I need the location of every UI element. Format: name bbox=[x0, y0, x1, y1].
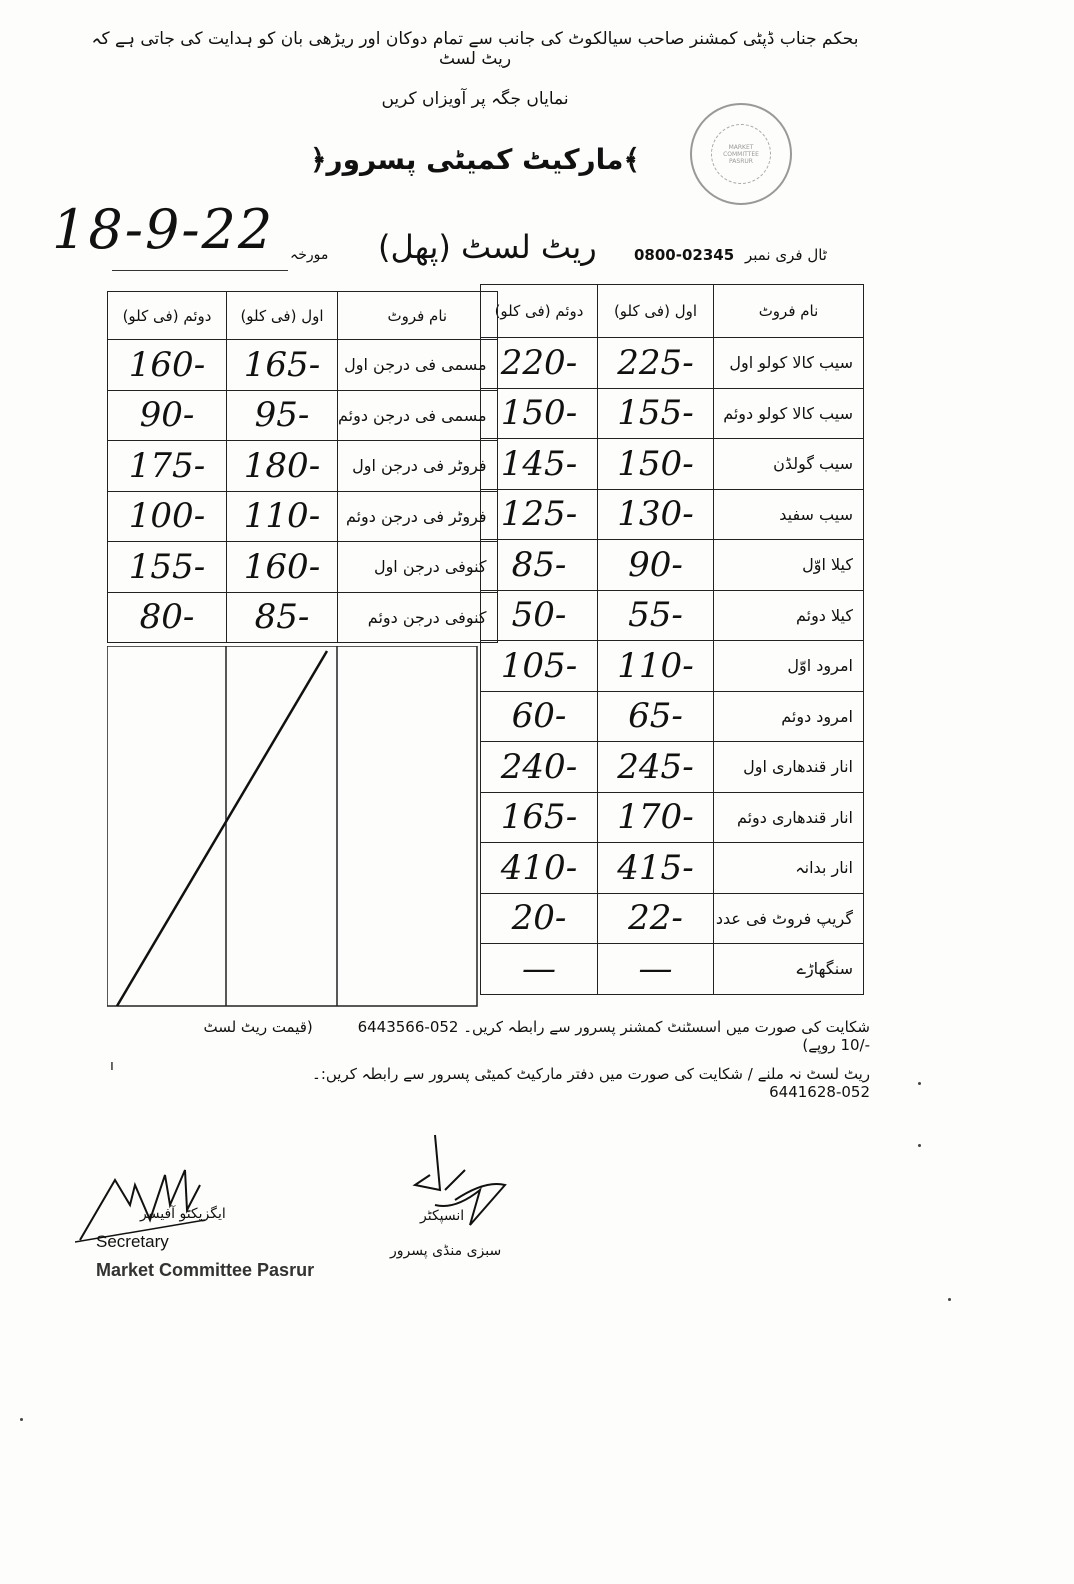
price-first: 160- bbox=[227, 542, 338, 593]
rate-table-left bbox=[107, 291, 498, 643]
price-second: 125- bbox=[481, 489, 598, 540]
table-row bbox=[481, 338, 864, 389]
handwritten-date: 18-9-22 bbox=[52, 198, 275, 261]
price-second: 165- bbox=[481, 792, 598, 843]
col-header-name: نام فروٹ bbox=[338, 292, 498, 340]
toll-free-label: ٹال فری نمبر bbox=[744, 246, 827, 264]
price-first: 110- bbox=[598, 641, 714, 692]
fruit-name: امرود دوئم bbox=[714, 691, 864, 742]
price-second: 240- bbox=[481, 742, 598, 793]
stamp-text: MARKET COMMITTEE PASRUR bbox=[723, 143, 759, 165]
price-second: 155- bbox=[108, 542, 227, 593]
rate-table-right bbox=[480, 284, 864, 995]
price-second: 145- bbox=[481, 439, 598, 490]
col-header-second: دوئم (فی کلو) bbox=[108, 292, 227, 340]
price-first: 245- bbox=[598, 742, 714, 793]
price-first: 90- bbox=[598, 540, 714, 591]
speck bbox=[918, 1082, 921, 1085]
fruit-name: مسمی فی درجن اول bbox=[338, 340, 498, 391]
vegetable-market-label: سبزی منڈی پسرور bbox=[390, 1243, 502, 1259]
header-line-2: نمایاں جگہ پر آویزاں کریں bbox=[381, 89, 569, 109]
table-row bbox=[481, 691, 864, 742]
table-row bbox=[108, 340, 498, 391]
table-row bbox=[481, 388, 864, 439]
price-second: 105- bbox=[481, 641, 598, 692]
empty-block-border bbox=[107, 646, 477, 1006]
table-row bbox=[481, 439, 864, 490]
table-row bbox=[481, 641, 864, 692]
price-first: 110- bbox=[227, 491, 338, 542]
speck bbox=[948, 1298, 951, 1301]
date-underline bbox=[112, 270, 288, 271]
executive-officer-label: ایگزیکٹو آفیسر bbox=[140, 1206, 226, 1222]
fruit-name: انار قندھاری اول bbox=[714, 742, 864, 793]
speck bbox=[20, 1418, 23, 1421]
table-row bbox=[108, 390, 498, 441]
cross-out-slash bbox=[107, 646, 482, 1011]
fruit-name: سیب گولڈن bbox=[714, 439, 864, 490]
fruit-name: سنگھاڑے bbox=[714, 944, 864, 995]
price-first: 180- bbox=[227, 441, 338, 492]
price-first: 170- bbox=[598, 792, 714, 843]
table-row bbox=[108, 542, 498, 593]
fruit-name: گریپ فروٹ فی عدد bbox=[714, 893, 864, 944]
price-second: 60- bbox=[481, 691, 598, 742]
header-line-1: بحکم جناب ڈپٹی کمشنر صاحب سیالکوٹ کی جانب سے تمام دوکان اور ریڑھی بان کو ہدایت کی جاتی ہے کہ ریٹ لسٹ bbox=[91, 29, 859, 69]
price-second: 80- bbox=[108, 592, 227, 643]
fruit-name: سیب کالا کولو دوئم bbox=[714, 388, 864, 439]
handwritten-slash bbox=[117, 651, 327, 1006]
price-second: 160- bbox=[108, 340, 227, 391]
date-label: مورخہ bbox=[290, 247, 329, 263]
price-first: 65- bbox=[598, 691, 714, 742]
col-header-name: نام فروٹ bbox=[714, 285, 864, 338]
price-second: 100- bbox=[108, 491, 227, 542]
fruit-name: کنوفی درجن اول bbox=[338, 542, 498, 593]
fruit-name: کنوفی درجن دوئم bbox=[338, 592, 498, 643]
rate-list-title: ریٹ لسٹ (پھل) bbox=[378, 228, 597, 266]
price-second: — bbox=[481, 944, 598, 995]
complaint-1-text: شکایت کی صورت میں اسسٹنٹ کمشنر پسرور سے رابطہ کریں۔ 052-6443566 bbox=[357, 1018, 870, 1036]
table-row bbox=[481, 590, 864, 641]
toll-free-number: 0800-02345 bbox=[634, 246, 735, 264]
fruit-name: کیلا اوّل bbox=[714, 540, 864, 591]
speck bbox=[918, 1144, 921, 1147]
price-first: 415- bbox=[598, 843, 714, 894]
price-second: 150- bbox=[481, 388, 598, 439]
col-header-second: دوئم (فی کلو) bbox=[481, 285, 598, 338]
margin-mark: ı bbox=[110, 1058, 114, 1074]
market-committee-label: Market Committee Pasrur bbox=[96, 1260, 315, 1280]
price-note: (قیمت ریٹ لسٹ -/10 روپے) bbox=[203, 1018, 870, 1054]
stamp-inner bbox=[711, 124, 771, 184]
price-second: 20- bbox=[481, 893, 598, 944]
fruit-name: انار قندھاری دوئم bbox=[714, 792, 864, 843]
price-second: 90- bbox=[108, 390, 227, 441]
fruit-name: فروٹر فی درجن دوئم bbox=[338, 491, 498, 542]
complaint-contact-1 bbox=[170, 1018, 870, 1054]
table-row bbox=[481, 742, 864, 793]
table-row bbox=[108, 441, 498, 492]
fruit-name: مسمی فی درجن دوئم bbox=[338, 390, 498, 441]
price-first: 55- bbox=[598, 590, 714, 641]
price-first: — bbox=[598, 944, 714, 995]
table-row bbox=[481, 489, 864, 540]
table-row bbox=[481, 540, 864, 591]
table-row bbox=[481, 843, 864, 894]
price-first: 22- bbox=[598, 893, 714, 944]
price-second: 175- bbox=[108, 441, 227, 492]
fruit-name: فروٹر فی درجن اول bbox=[338, 441, 498, 492]
col-header-first: اول (فی کلو) bbox=[227, 292, 338, 340]
official-stamp bbox=[690, 103, 792, 205]
table-row bbox=[481, 792, 864, 843]
price-second: 85- bbox=[481, 540, 598, 591]
complaint-contact-2: ریٹ لسٹ نہ ملنے / شکایت کی صورت میں دفتر مارکیٹ کمیٹی پسرور سے رابطہ کریں:۔ 052-6441628 bbox=[312, 1065, 870, 1101]
price-second: 410- bbox=[481, 843, 598, 894]
price-first: 165- bbox=[227, 340, 338, 391]
price-first: 85- bbox=[227, 592, 338, 643]
price-second: 50- bbox=[481, 590, 598, 641]
document-title: ﴾مارکیٹ کمیٹی پسرور﴿ bbox=[310, 143, 640, 176]
price-second: 220- bbox=[481, 338, 598, 389]
price-first: 95- bbox=[227, 390, 338, 441]
fruit-name: سیب کالا کولو اول bbox=[714, 338, 864, 389]
col-header-first: اول (فی کلو) bbox=[598, 285, 714, 338]
fruit-name: کیلا دوئم bbox=[714, 590, 864, 641]
fruit-name: امرود اوّل bbox=[714, 641, 864, 692]
price-first: 130- bbox=[598, 489, 714, 540]
toll-free bbox=[634, 246, 827, 264]
price-first: 150- bbox=[598, 439, 714, 490]
price-first: 225- bbox=[598, 338, 714, 389]
table-row bbox=[108, 491, 498, 542]
secretary-label: Secretary bbox=[96, 1232, 169, 1251]
price-first: 155- bbox=[598, 388, 714, 439]
table-row bbox=[108, 592, 498, 643]
fruit-name: انار بدانہ bbox=[714, 843, 864, 894]
inspector-label: انسپکٹر bbox=[420, 1208, 465, 1224]
table-row bbox=[481, 944, 864, 995]
table-row bbox=[481, 893, 864, 944]
fruit-name: سیب سفید bbox=[714, 489, 864, 540]
